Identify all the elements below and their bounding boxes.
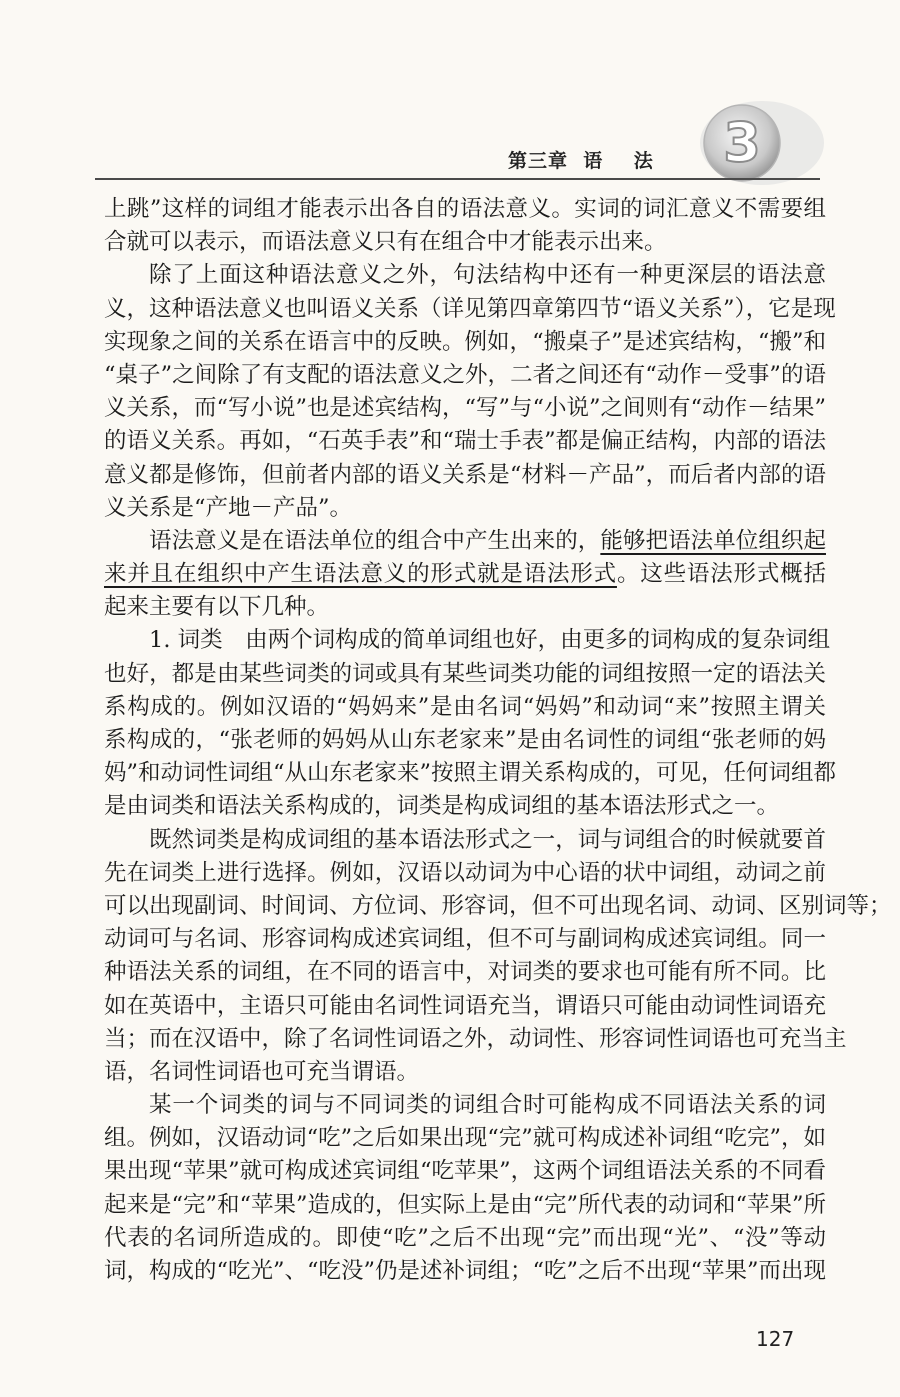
text-line: 先在词类上进行选择。例如，汉语以动词为中心语的状中词组，动词之前 [104,859,826,886]
chapter-number-badge [692,95,832,190]
text-segment: 语法意义是在语法单位的组合中产生出来的， [149,527,601,554]
text-line: 是由词类和语法关系构成的，词类是构成词组的基本语法形式之一。 [104,793,780,820]
text-line: 可以出现副词、时间词、方位词、形容词，但不可出现名词、动词、区别词等； [104,892,892,919]
text-line: 既然词类是构成词组的基本语法形式之一，词与词组合的时候就要首 [149,826,826,853]
text-line: 某一个词类的词与不同词类的词组合时可能构成不同语法关系的词 [149,1092,826,1119]
chapter-number: 3 [723,111,761,174]
text-line [104,525,826,558]
text-line: 实现象之间的关系在语言中的反映。例如，“搬桌子”是述宾结构，“搬”和 [104,328,826,355]
text-line: 义关系是“产地－产品”。 [104,494,353,521]
chapter-title: 第三章 语 法 [508,150,654,172]
text-line: 也好，都是由某些词类的词或具有某些词类功能的词组按照一定的语法关 [104,660,826,687]
text-line: 语，名词性词语也可充当谓语。 [104,1058,420,1085]
text-line: 除了上面这种语法意义之外，句法结构中还有一种更深层的语法意 [149,262,826,289]
text-line: 意义都是修饰，但前者内部的语义关系是“材料－产品”，而后者内部的语 [104,461,826,488]
text-line: 当；而在汉语中，除了名词性词语之外，动词性、形容词性词语也可充当主 [104,1025,847,1052]
text-segment: 。这些语法形式概括 [616,561,826,588]
text-line: 起来是“完”和“苹果”造成的，但实际上是由“完”所代表的动词和“苹果”所 [104,1191,827,1218]
text-line: 1. 词类 由两个词构成的简单词组也好，由更多的词构成的复杂词组 [149,627,831,654]
underlined-text: 来并且在组织中产生语法意义的形式就是语法形式 [104,561,617,588]
header-rule [95,178,820,180]
text-line: 系构成的。例如汉语的“妈妈来”是由名词“妈妈”和动词“来”按照主谓关 [104,693,826,720]
text-line: 的语义关系。再如，“石英手表”和“瑞士手表”都是偏正结构，内部的语法 [104,428,826,455]
text-line: 种语法关系的词组，在不同的语言中，对词类的要求也可能有所不同。比 [104,959,826,986]
text-line: 义，这种语法意义也叫语义关系（详见第四章第四节“语义关系”），它是现 [104,295,836,322]
text-line: 果出现“苹果”就可构成述宾词组“吃苹果”，这两个词组语法关系的不同看 [104,1158,826,1185]
text-line: 如在英语中，主语只可能由名词性词语充当，谓语只可能由动词性词语充 [104,992,826,1019]
page-number: 127 [756,1327,795,1351]
text-line: 代表的名词所造成的。即使“吃”之后不出现“完”而出现“光”、“没”等动 [104,1224,826,1251]
running-header [0,0,900,190]
text-line: 合就可以表示，而语法意义只有在组合中才能表示出来。 [104,229,667,256]
text-line [104,558,826,591]
underlined-text: 能够把语法单位组织起 [600,527,826,554]
body-text [104,193,892,1288]
text-line: 妈”和动词性词组“从山东老家来”按照主谓关系构成的，可见，任何词组都 [104,760,837,787]
text-line: 系构成的，“张老师的妈妈从山东老家来”是由名词性的词组“张老师的妈 [104,727,826,753]
text-line: 义关系，而“写小说”也是述宾结构，“写”与“小说”之间则有“动作－结果” [104,395,827,422]
text-line: 组。例如，汉语动词“吃”之后如果出现“完”就可构成述补词组“吃完”，如 [104,1125,826,1152]
text-line: 词，构成的“吃光”、“吃没”仍是述补词组；“吃”之后不出现“苹果”而出现 [104,1258,827,1284]
text-line: 起来主要有以下几种。 [104,594,330,621]
text-line: 上跳”这样的词组才能表示出各自的语法意义。实词的词汇意义不需要组 [104,196,826,222]
text-line: “桌子”之间除了有支配的语法意义之外，二者之间还有“动作－受事”的语 [104,361,826,388]
text-line: 动词可与名词、形容词构成述宾词组，但不可与副词构成述宾词组。同一 [104,926,826,953]
